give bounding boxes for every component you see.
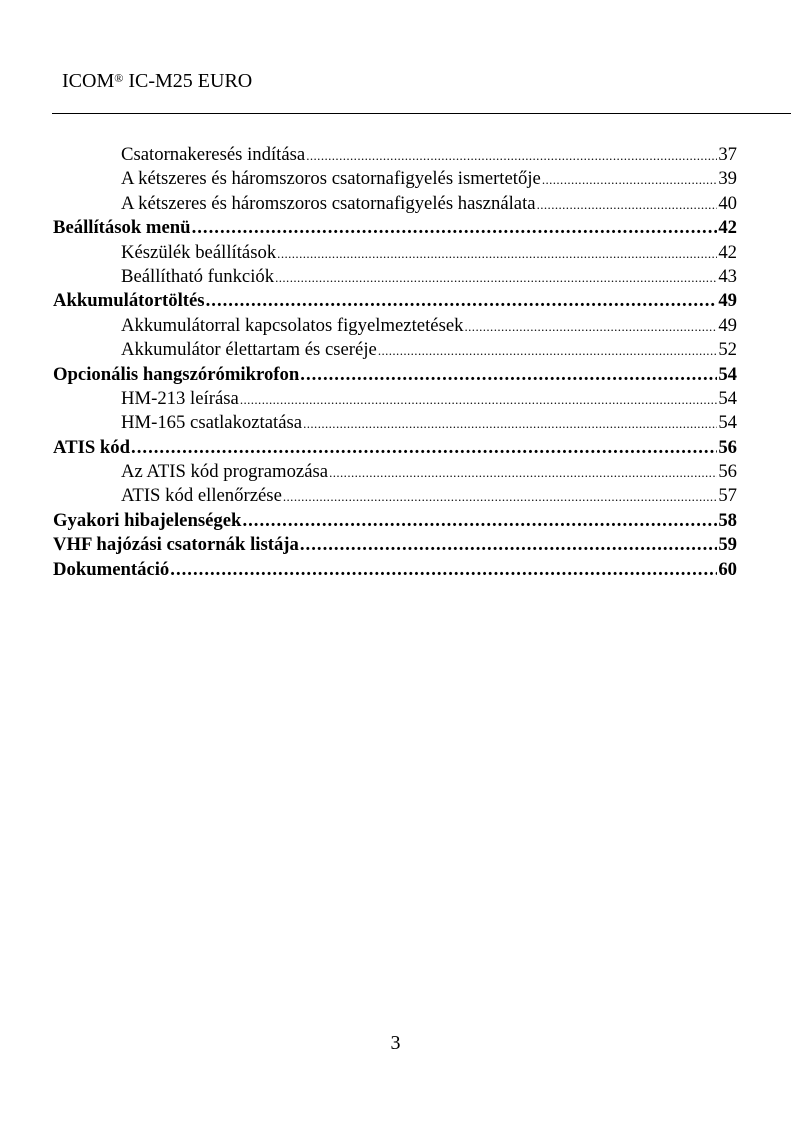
toc-entry-title: A kétszeres és háromszoros csatornafigyelés ismertetője bbox=[121, 168, 541, 190]
toc-entry[interactable] bbox=[53, 167, 737, 191]
toc-section[interactable] bbox=[53, 363, 737, 387]
toc-section-page: 58 bbox=[718, 509, 737, 531]
toc-entry-page: 40 bbox=[718, 192, 737, 214]
toc-leader-dots bbox=[206, 289, 718, 313]
page-number: 3 bbox=[390, 1032, 401, 1054]
table-of-contents bbox=[53, 143, 737, 582]
toc-entry-page: 43 bbox=[718, 265, 737, 287]
toc-entry-title: HM-213 leírása bbox=[121, 387, 239, 409]
toc-entry-title: Akkumulátor élettartam és cseréje bbox=[121, 339, 377, 361]
toc-entry[interactable] bbox=[53, 143, 737, 167]
toc-entry-title: Készülék beállítások bbox=[121, 241, 277, 263]
toc-entry-page: 57 bbox=[718, 485, 737, 507]
registered-trademark-mark: ® bbox=[114, 71, 124, 85]
toc-entry-page: 37 bbox=[718, 144, 737, 165]
toc-section[interactable] bbox=[53, 558, 737, 582]
toc-entry-title: HM-165 csatlakoztatása bbox=[121, 412, 303, 434]
toc-leader-dots bbox=[329, 461, 717, 485]
toc-leader-dots bbox=[283, 485, 717, 509]
header-model: IC-M25 EURO bbox=[128, 70, 253, 92]
toc-entry-page: 56 bbox=[718, 461, 737, 483]
toc-section[interactable] bbox=[53, 509, 737, 533]
toc-entry-page: 49 bbox=[718, 314, 737, 336]
toc-leader-dots bbox=[277, 242, 717, 266]
toc-leader-dots bbox=[303, 412, 717, 436]
toc-section-page: 59 bbox=[718, 534, 737, 556]
toc-section-title: Gyakori hibajelenségek bbox=[53, 509, 242, 531]
toc-leader-dots bbox=[306, 144, 717, 168]
toc-leader-dots bbox=[300, 363, 717, 387]
toc-section-title: VHF hajózási csatornák listája bbox=[53, 534, 299, 556]
toc-entry-title: Az ATIS kód programozása bbox=[121, 461, 329, 483]
toc-section[interactable] bbox=[53, 533, 737, 557]
toc-entry[interactable] bbox=[53, 314, 737, 338]
toc-entry-page: 39 bbox=[718, 168, 737, 190]
toc-section-title: ATIS kód bbox=[53, 436, 131, 458]
toc-entry-title: Akkumulátorral kapcsolatos figyelmeztetések bbox=[121, 314, 464, 336]
toc-entry-page: 52 bbox=[718, 339, 737, 361]
toc-section[interactable] bbox=[53, 289, 737, 313]
toc-entry-title: ATIS kód ellenőrzése bbox=[121, 485, 282, 507]
toc-leader-dots bbox=[465, 315, 718, 339]
toc-section[interactable] bbox=[53, 216, 737, 240]
toc-entry[interactable] bbox=[53, 192, 737, 216]
toc-leader-dots bbox=[242, 509, 717, 533]
toc-leader-dots bbox=[542, 168, 718, 192]
toc-entry-page: 54 bbox=[718, 412, 737, 434]
toc-section-title: Opcionális hangszórómikrofon bbox=[53, 363, 300, 385]
toc-entry-page: 42 bbox=[718, 241, 737, 263]
toc-entry[interactable] bbox=[53, 241, 737, 265]
toc-leader-dots bbox=[192, 216, 718, 240]
toc-entry-title: Beállítható funkciók bbox=[121, 265, 275, 287]
toc-entry[interactable] bbox=[53, 265, 737, 289]
toc-section-title: Dokumentáció bbox=[53, 558, 170, 580]
toc-entry[interactable] bbox=[53, 460, 737, 484]
toc-leader-dots bbox=[275, 266, 717, 290]
toc-leader-dots bbox=[300, 533, 717, 557]
toc-entry-page: 54 bbox=[718, 387, 737, 409]
toc-section-title: Beállítások menü bbox=[53, 217, 191, 239]
toc-section-page: 60 bbox=[718, 558, 737, 580]
toc-section-page: 56 bbox=[718, 436, 737, 458]
toc-entry[interactable] bbox=[53, 411, 737, 435]
header-rule bbox=[52, 113, 791, 114]
toc-leader-dots bbox=[170, 558, 717, 582]
toc-section-page: 49 bbox=[718, 290, 737, 312]
toc-entry[interactable] bbox=[53, 338, 737, 362]
running-header bbox=[62, 68, 252, 94]
header-brand: ICOM bbox=[62, 70, 115, 92]
toc-section[interactable] bbox=[53, 436, 737, 460]
toc-section-title: Akkumulátortöltés bbox=[53, 290, 205, 312]
toc-entry-title: Csatornakeresés indítása bbox=[121, 144, 306, 165]
toc-leader-dots bbox=[537, 193, 718, 217]
toc-entry[interactable] bbox=[53, 387, 737, 411]
toc-leader-dots bbox=[131, 436, 717, 460]
toc-leader-dots bbox=[378, 339, 718, 363]
toc-section-page: 54 bbox=[718, 363, 737, 385]
toc-entry[interactable] bbox=[53, 484, 737, 508]
toc-entry-title: A kétszeres és háromszoros csatornafigyelés használata bbox=[121, 192, 536, 214]
toc-leader-dots bbox=[240, 388, 718, 412]
toc-section-page: 42 bbox=[718, 217, 737, 239]
